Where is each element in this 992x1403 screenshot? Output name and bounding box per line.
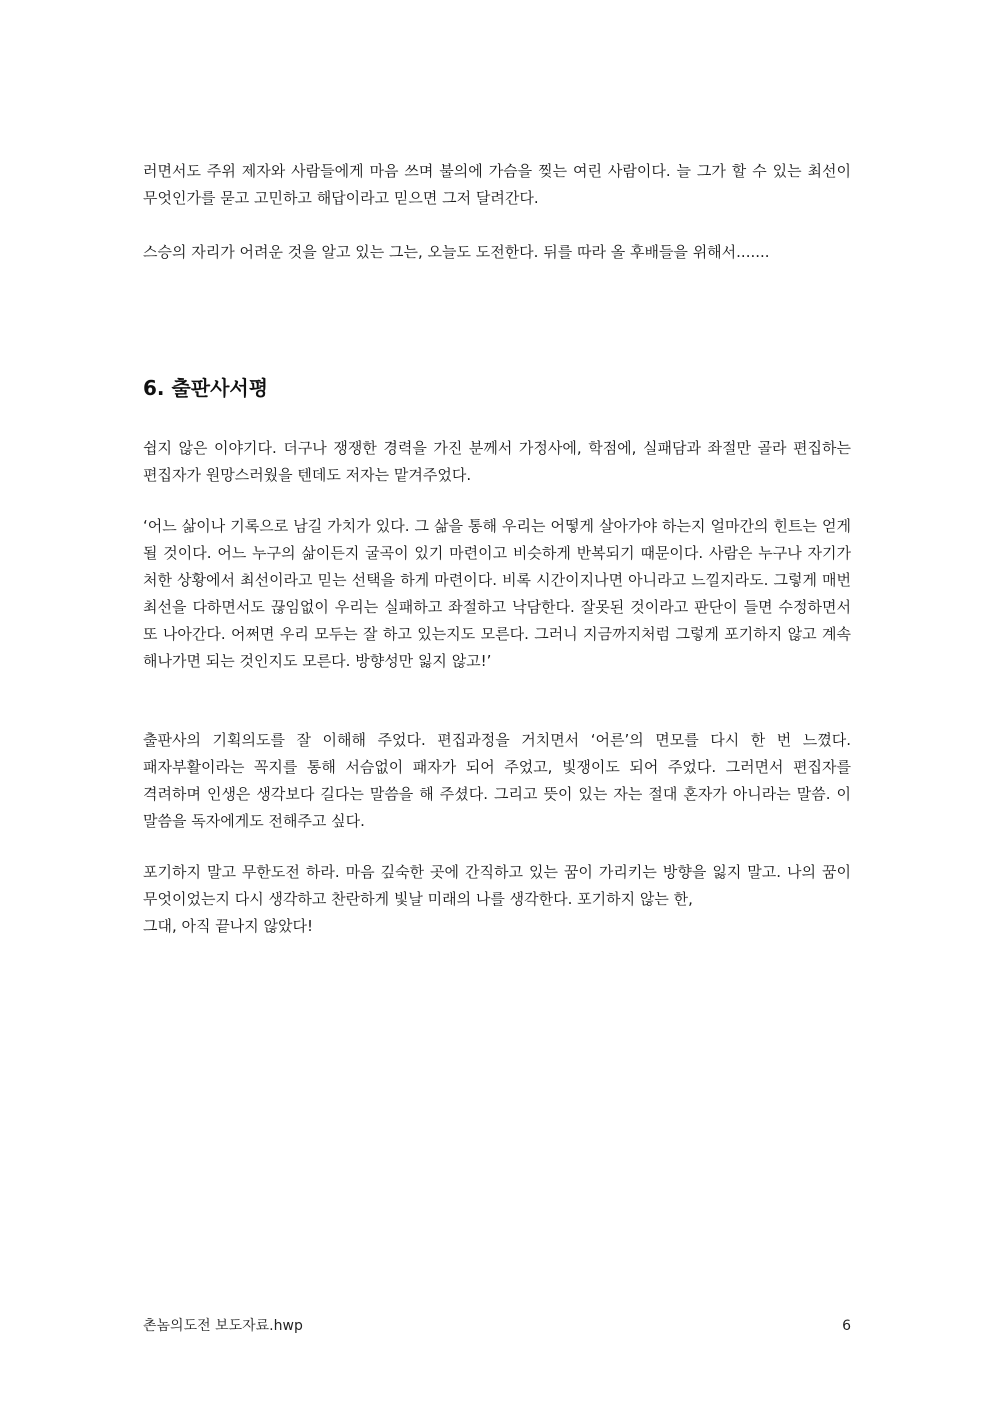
body-paragraph: 러면서도 주위 제자와 사람들에게 마음 쓰며 불의에 가슴을 찢는 여린 사람이다. 늘 그가 할 수 있는 최선이 무엇인가를 묻고 고민하고 해답이라고 믿으면 그저 달려간다. (143, 162, 851, 207)
body-paragraph: 쉽지 않은 이야기다. 더구나 쟁쟁한 경력을 가진 분께서 가정사에, 학점에, 실패담과 좌절만 골라 편집하는 편집자가 원망스러웠을 텐데도 저자는 맡겨주었다. (143, 439, 851, 484)
footer-filename: 촌놈의도전 보도자료.hwp (143, 1318, 303, 1334)
body-paragraph: 포기하지 말고 무한도전 하라. 마음 깊숙한 곳에 간직하고 있는 꿈이 가리키는 방향을 잃지 말고. 나의 꿈이 무엇이었는지 다시 생각하고 찬란하게 빛날 미래의 나를 생각한다. 포기하지 않는 한, 그대, 아직 끝나지 않았다! (143, 863, 851, 935)
body-paragraph: 스승의 자리가 어려운 것을 알고 있는 그는, 오늘도 도전한다. 뒤를 따라 올 후배들을 위해서....... (143, 243, 770, 261)
section-heading: 6. 출판사서평 (143, 376, 269, 400)
body-paragraph: 출판사의 기획의도를 잘 이해해 주었다. 편집과정을 거치면서 ‘어른’의 면모를 다시 한 번 느꼈다. 패자부활이라는 꼭지를 통해 서슴없이 패자가 되어 주었고, 빛쟁이도 되어 주었다. 그러면서 편집자를 격려하며 인생은 생각보다 길다는 말씀을 해 주셨다. 그리고 뜻이 있는 자는 절대 혼자가 아니라는 말씀. 이 말씀을 독자에게도 전해주고 싶다. (143, 731, 851, 830)
footer-page-number: 6 (842, 1318, 851, 1334)
quote-paragraph: ‘어느 삶이나 기록으로 남길 가치가 있다. 그 삶을 통해 우리는 어떻게 살아가야 하는지 얼마간의 힌트는 얻게 될 것이다. 어느 누구의 삶이든지 굴곡이 있기 마련이고 비슷하게 반복되기 때문이다. 사람은 누구나 자기가 처한 상황에서 최선이라고 믿는 선택을 하게 마련이다. 비록 시간이지나면 아니라고 느낄지라도. 그렇게 매번 최선을 다하면서도 끊임없이 우리는 실패하고 좌절하고 낙담한다. 잘못된 것이라고 판단이 들면 수정하면서 또 나아간다. 어쩌면 우리 모두는 잘 하고 있는지도 모른다. 그러니 지금까지처럼 그렇게 포기하지 않고 계속 해나가면 되는 것인지도 모른다. 방향성만 잃지 않고!’ (143, 517, 851, 670)
